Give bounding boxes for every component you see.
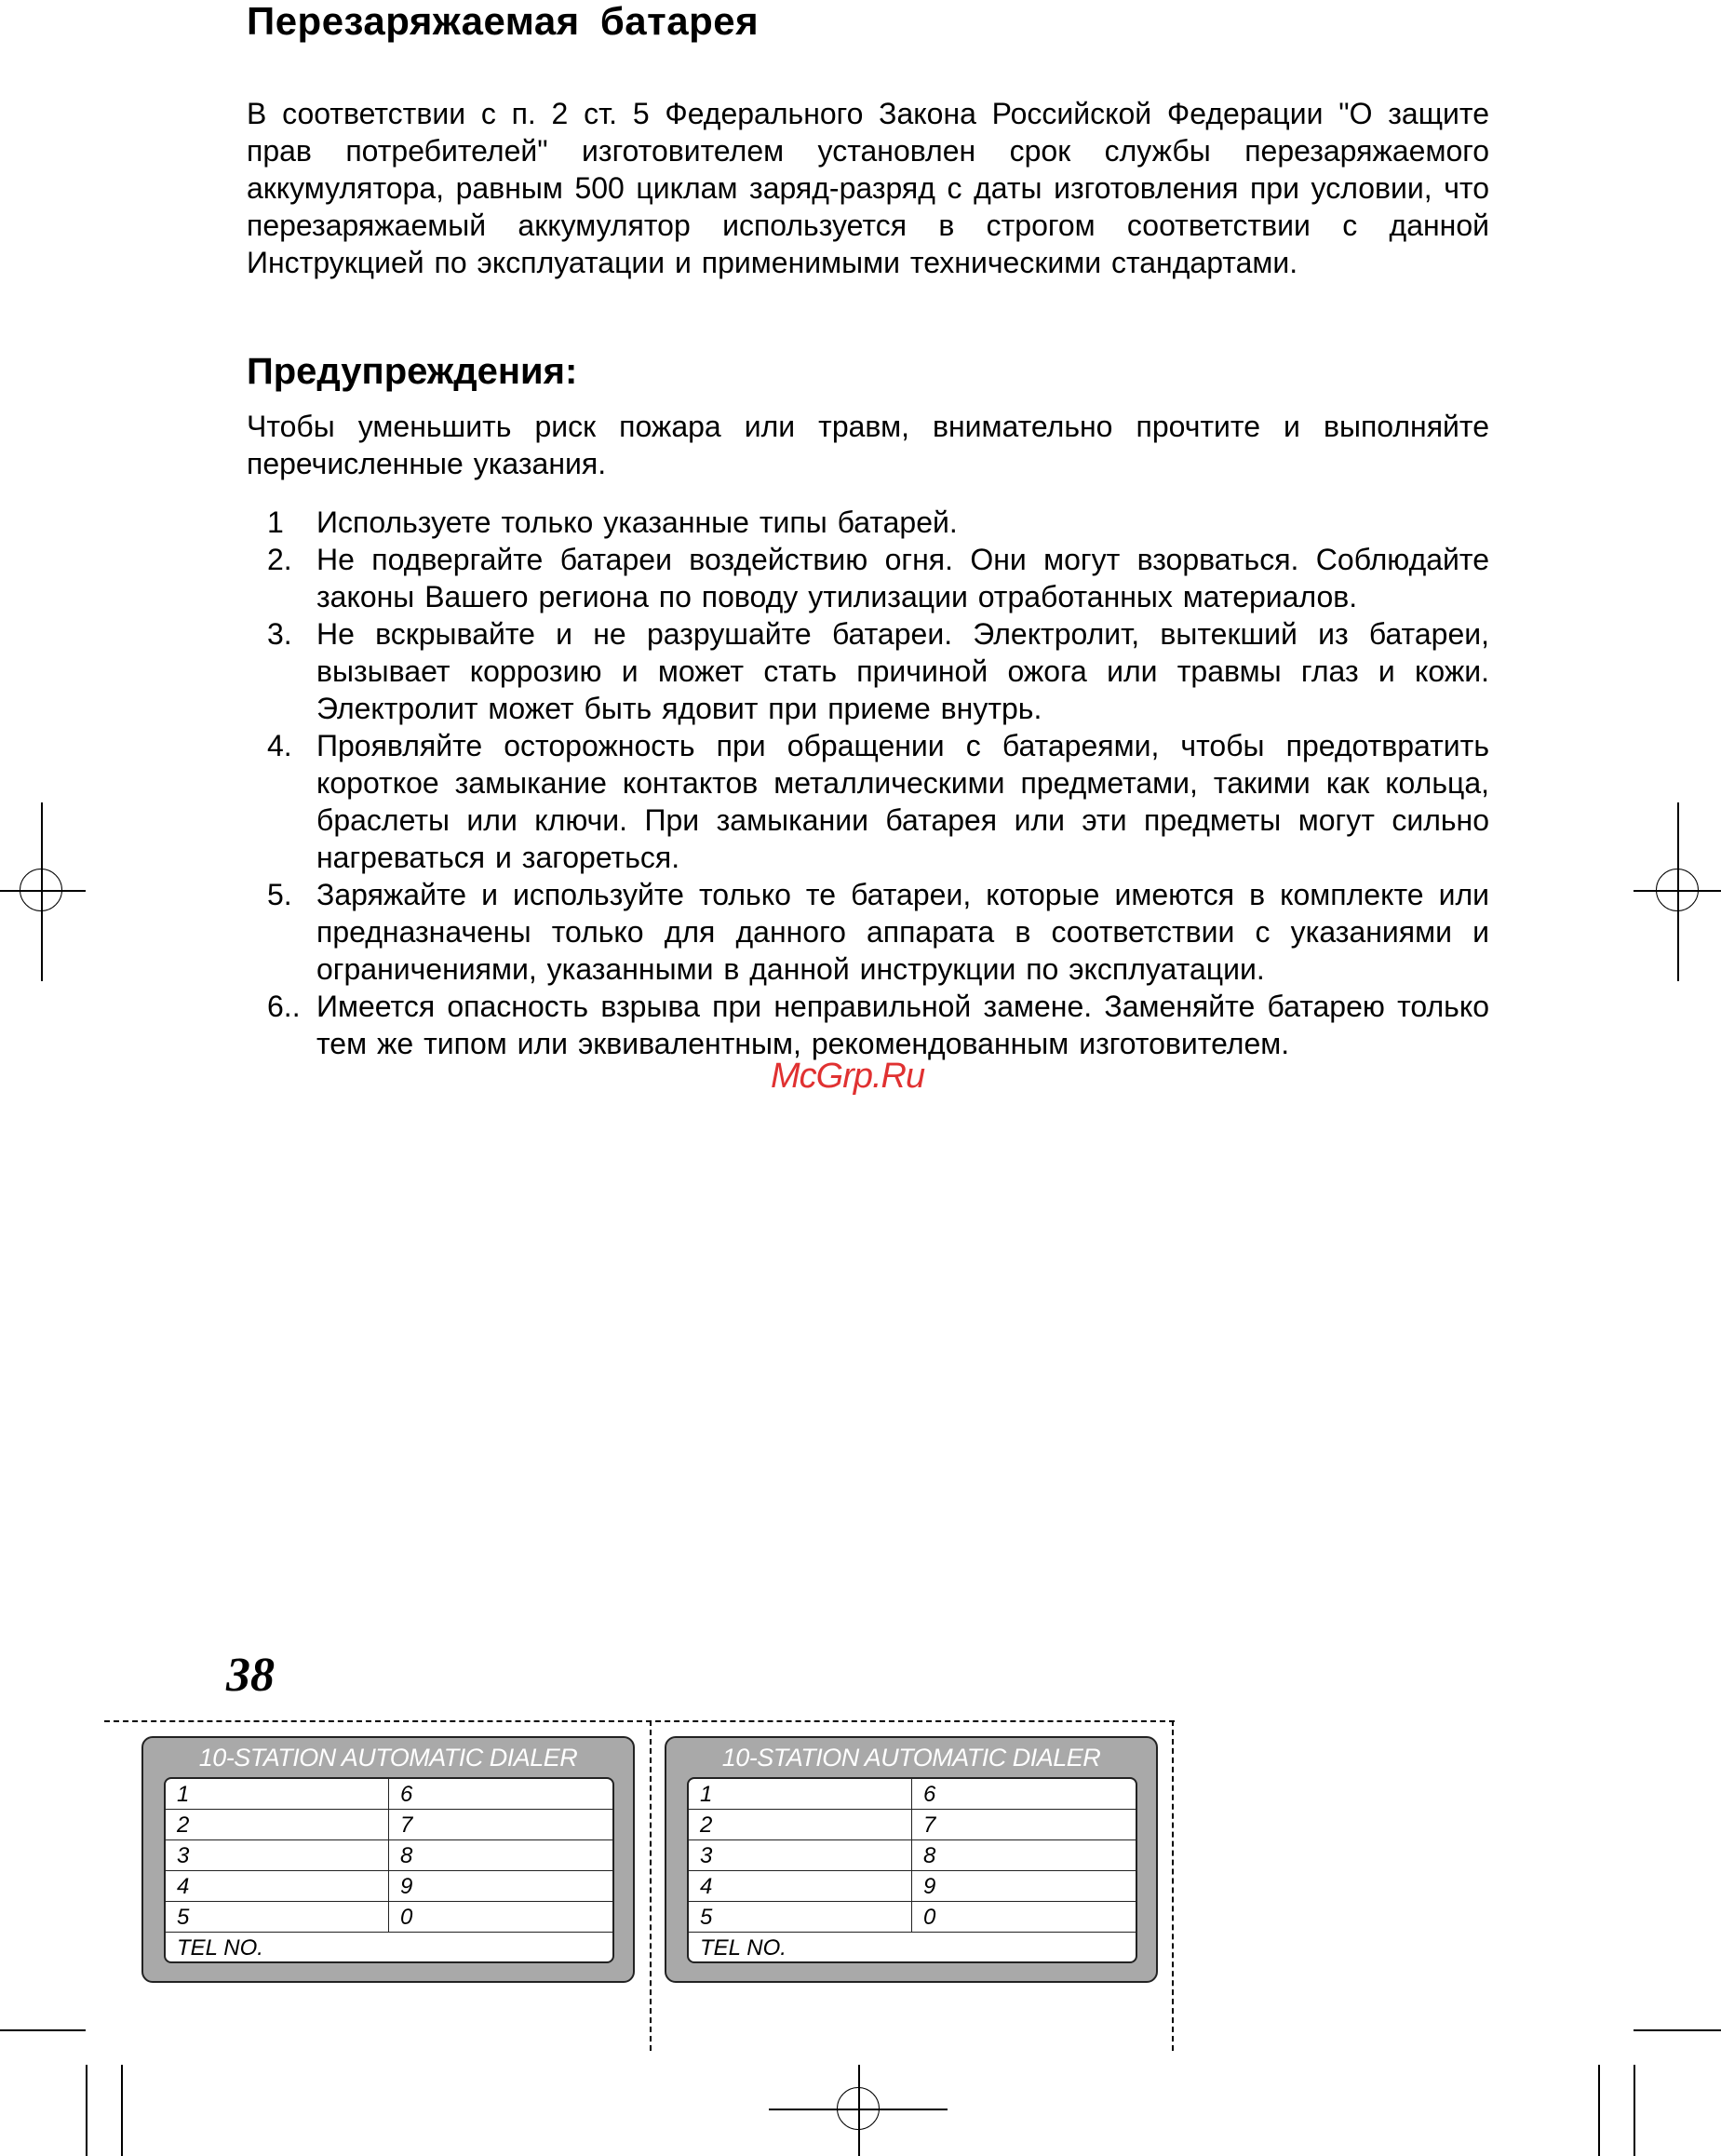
dialer-slot: 9 — [923, 1874, 936, 1899]
dialer-slot: 2 — [166, 1810, 389, 1839]
page-number: 38 — [226, 1649, 275, 1702]
crop-mark — [86, 2065, 87, 2156]
dialer-row — [689, 1779, 1136, 1810]
dialer-slot: 0 — [400, 1905, 413, 1930]
dialer-slot: 1 — [166, 1779, 389, 1809]
dialer-slot: 6 — [400, 1782, 413, 1807]
dialer-slot: 8 — [923, 1843, 936, 1868]
dialer-row — [166, 1871, 612, 1902]
cut-line-horizontal — [104, 1720, 1175, 1722]
dialer-card-title: 10-STATION AUTOMATIC DIALER — [721, 1744, 1101, 1772]
cut-line-vertical-right — [1172, 1720, 1174, 2051]
warning-number: 2. — [267, 543, 292, 576]
dialer-slot: 8 — [400, 1843, 413, 1868]
page-title: Перезаряжаемая батарея — [247, 0, 760, 43]
dialer-row — [166, 1810, 612, 1840]
dialer-slot: 9 — [400, 1874, 413, 1899]
dialer-row — [689, 1871, 1136, 1902]
warning-number: 3. — [267, 617, 292, 651]
warning-item — [247, 504, 1489, 541]
dialer-slot: 2 — [689, 1810, 912, 1839]
warning-text: Имеется опасность взрыва при неправильной замене. Заменяйте батарею только тем же типом или эквивалентным, рекомендованным изготовителем. — [316, 990, 1489, 1060]
watermark: McGrp.Ru — [771, 1057, 925, 1096]
cut-line-vertical-center — [650, 1720, 652, 2051]
warning-item — [247, 541, 1489, 615]
dialer-slot: 0 — [923, 1905, 936, 1930]
warning-text: Не вскрывайте и не разрушайте батареи. Электролит, вытекший из батареи, вызывает коррозию и может стать причиной ожога или травмы глаз и кожи. Электролит может быть ядовит при приеме внутрь. — [316, 617, 1489, 725]
dialer-row — [689, 1810, 1136, 1840]
warning-number: 5. — [267, 878, 292, 911]
dialer-row — [166, 1779, 612, 1810]
dialer-slot: 4 — [166, 1871, 389, 1901]
warnings-heading: Предупреждения: — [247, 351, 578, 392]
dialer-row — [689, 1933, 1136, 1963]
warning-item — [247, 615, 1489, 727]
dialer-slot: 4 — [689, 1871, 912, 1901]
dialer-slot: 5 — [166, 1902, 389, 1932]
crop-mark — [121, 2065, 123, 2156]
tel-no-label: TEL NO. — [177, 1935, 263, 1961]
tel-no-label: TEL NO. — [700, 1935, 787, 1961]
warning-item — [247, 727, 1489, 876]
dialer-row — [689, 1840, 1136, 1871]
dialer-grid — [687, 1777, 1137, 1963]
dialer-card — [141, 1736, 635, 1983]
dialer-slot: 6 — [923, 1782, 936, 1807]
warning-text: Не подвергайте батареи воздействию огня. Они могут взорваться. Соблюдайте законы Вашего региона по поводу утилизации отработанных материалов. — [316, 543, 1489, 613]
warnings-intro: Чтобы уменьшить риск пожара или травм, внимательно прочтите и выполняйте перечисленные указания. — [247, 410, 1489, 480]
dialer-slot: 3 — [166, 1840, 389, 1870]
intro-paragraph: В соответствии с п. 2 ст. 5 Федерального Закона Российской Федерации "О защите прав потребителей" изготовителем установлен срок службы перезаряжаемого аккумулятора, равным 500 циклам заряд-разряд с даты изготовления при условии, что перезаряжаемый аккумулятор используется в строгом соответствии с данной Инструкцией по эксплуатации и применимыми техническими стандартами. — [247, 97, 1489, 279]
crop-mark — [0, 2029, 86, 2031]
dialer-slot: 3 — [689, 1840, 912, 1870]
crop-mark — [1634, 2065, 1635, 2156]
dialer-grid — [164, 1777, 614, 1963]
dialer-card-title: 10-STATION AUTOMATIC DIALER — [198, 1744, 578, 1772]
warning-item — [247, 988, 1489, 1062]
warnings-list — [247, 504, 1489, 1062]
dialer-slot: 5 — [689, 1902, 912, 1932]
dialer-slot: 1 — [689, 1779, 912, 1809]
dialer-row — [166, 1933, 612, 1963]
crop-mark — [1634, 2029, 1721, 2031]
dialer-slot: 7 — [923, 1812, 936, 1838]
warning-text: Заряжайте и используйте только те батареи, которые имеются в комплекте или предназначены только для данного аппарата в соответствии с указаниями и ограничениями, указанными в данной инструкции по эксплуатации. — [316, 878, 1489, 986]
warning-text: Проявляйте осторожность при обращении с батареями, чтобы предотвратить короткое замыкание контактов металлическими предметами, такими как кольца, браслеты или ключи. При замыкании батарея или эти предметы могут сильно нагреваться и загореться. — [316, 729, 1489, 874]
dialer-card — [665, 1736, 1158, 1983]
dialer-row — [166, 1902, 612, 1933]
crop-mark — [1598, 2065, 1600, 2156]
warning-number: 6.. — [267, 990, 301, 1023]
dialer-row — [689, 1902, 1136, 1933]
dialer-slot: 7 — [400, 1812, 413, 1838]
warning-item — [247, 876, 1489, 988]
dialer-row — [166, 1840, 612, 1871]
warning-number: 4. — [267, 729, 292, 762]
warning-text: Используете только указанные типы батарей. — [316, 505, 958, 539]
warning-number: 1 — [267, 505, 284, 539]
